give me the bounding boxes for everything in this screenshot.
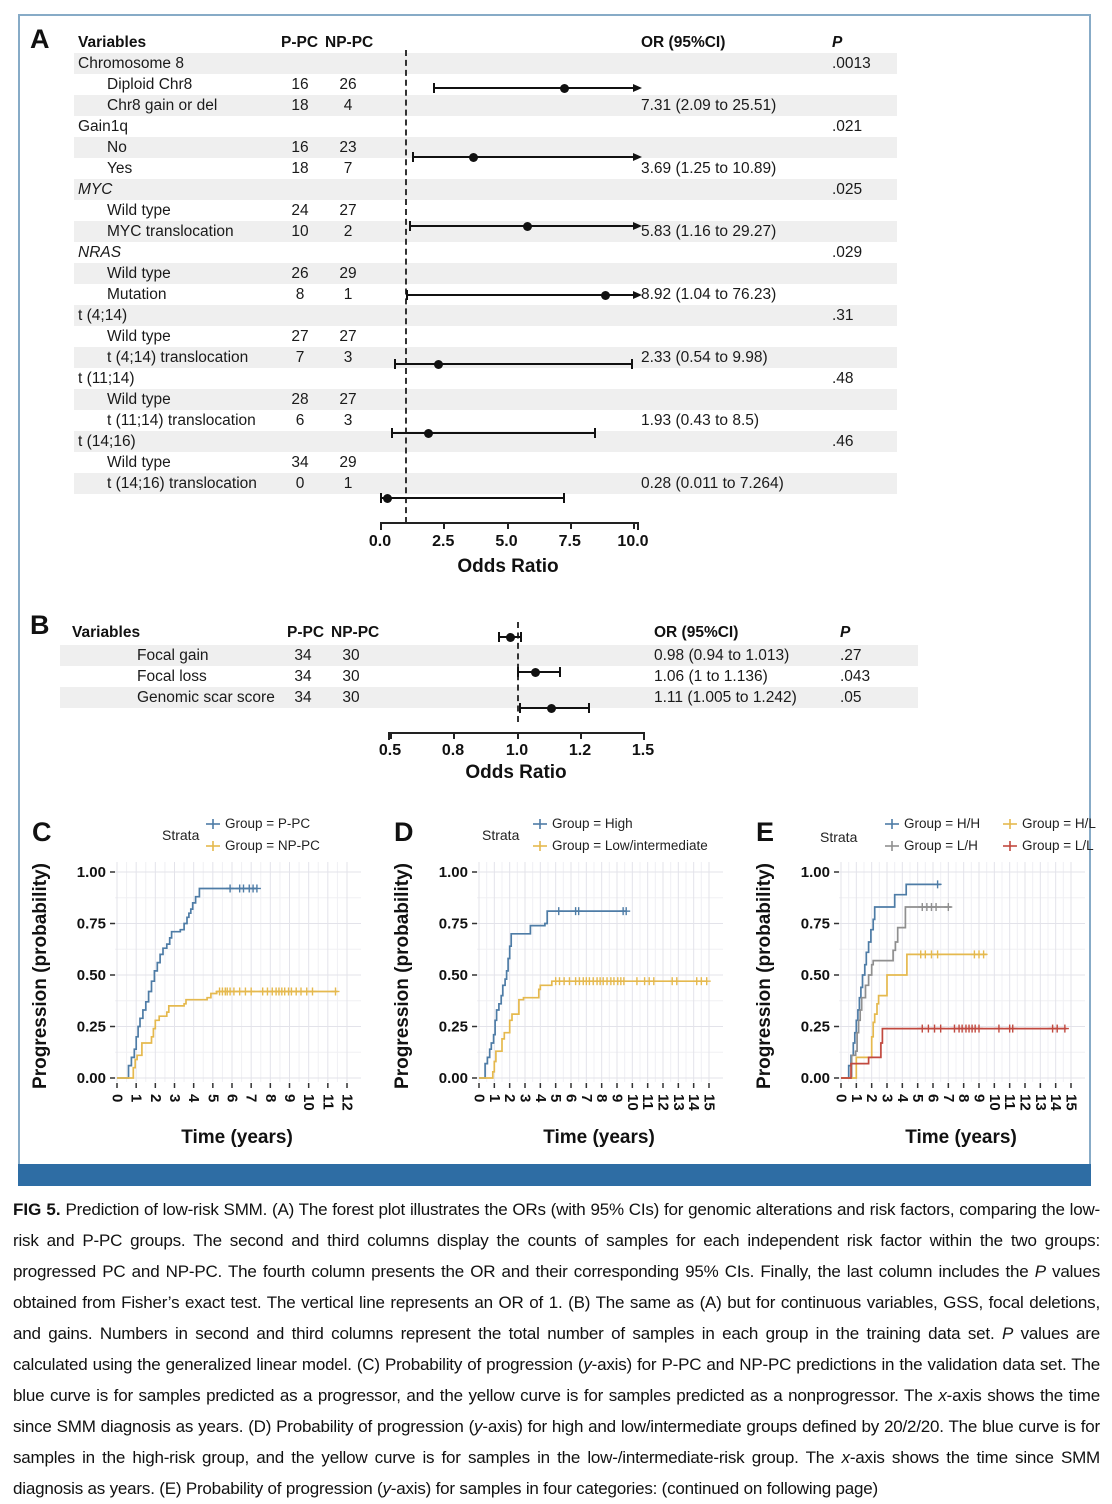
x-tick-label: 14 [1047, 1094, 1065, 1111]
row-label: t (14;16) translocation [107, 475, 257, 492]
axis-tick [380, 522, 382, 529]
legend-entry: Group = P-PC [225, 816, 311, 831]
caption-text: -axis) for P-PC and NP-PC predictions in the validation data set. The blue curve is for samples predicted as a progressor, and the yellow curve is for samples predicted as a nonprogressor. The [13, 1355, 1100, 1405]
row-or-ci: 0.98 (0.94 to 1.013) [654, 647, 790, 664]
panel-a-col-nppc: NP-PC [325, 34, 374, 51]
panel-a-col-variables: Variables [78, 34, 147, 51]
x-tick-label: 13 [1031, 1094, 1049, 1111]
row-ppc-count: 10 [291, 223, 309, 240]
x-tick-label: 6 [223, 1094, 241, 1103]
km-plot [744, 805, 1106, 1165]
row-nppc-count: 1 [343, 475, 353, 492]
row-nppc-count: 26 [339, 76, 357, 93]
row-nppc-count: 4 [343, 97, 353, 114]
x-tick-label: 7 [577, 1094, 595, 1103]
row-ppc-count: 8 [295, 286, 305, 303]
legend-entry: Group = High [552, 816, 633, 831]
x-tick-label: 9 [608, 1094, 626, 1103]
x-axis-title: Time (years) [543, 1127, 655, 1148]
x-tick-label: 1 [485, 1094, 503, 1103]
ci-cap-right [594, 428, 596, 438]
figure-caption [13, 1194, 1100, 1504]
caption-text: y [583, 1355, 592, 1374]
row-label: MYC [78, 181, 113, 198]
table-row-stripe [74, 137, 897, 158]
row-label: Mutation [107, 286, 167, 303]
x-tick-label: 12 [338, 1094, 356, 1111]
y-tick-label: 0.75 [438, 915, 468, 933]
caption-text: P [1034, 1262, 1046, 1281]
x-tick-label: 0 [832, 1094, 850, 1103]
row-nppc-count: 1 [343, 286, 353, 303]
row-or-ci: 1.06 (1 to 1.136) [654, 668, 768, 685]
x-tick-label: 4 [185, 1094, 203, 1103]
x-tick-label: 0 [108, 1094, 126, 1103]
panel-b-col-nppc: NP-PC [331, 624, 380, 641]
row-ppc-count: 6 [295, 412, 305, 429]
ci-estimate-dot [601, 291, 610, 300]
ci-cap-left [517, 667, 519, 677]
row-nppc-count: 29 [339, 265, 357, 282]
x-tick-label: 10 [985, 1094, 1003, 1111]
x-tick-label: 11 [1001, 1094, 1019, 1110]
row-p-value: .029 [832, 244, 863, 261]
row-p-value: .48 [832, 370, 854, 387]
x-tick-label: 9 [281, 1094, 298, 1103]
ci-cap-left [519, 703, 521, 713]
row-label: t (11;14) [78, 370, 135, 387]
row-p-value: .0013 [832, 55, 871, 72]
x-tick-label: 8 [261, 1094, 279, 1103]
table-row-stripe [74, 431, 897, 452]
ci-line [391, 432, 595, 434]
row-label: No [107, 139, 127, 156]
row-nppc-count: 30 [342, 647, 360, 664]
row-label: MYC translocation [107, 223, 234, 240]
axis-tick [517, 732, 519, 739]
x-tick-label: 3 [878, 1094, 896, 1103]
table-row-stripe [74, 389, 897, 410]
panel-a-label: A [30, 24, 50, 54]
row-ppc-count: 34 [294, 668, 312, 685]
row-ppc-count: 18 [291, 160, 309, 177]
y-tick-label: 0.50 [438, 967, 468, 984]
ci-estimate-dot [383, 494, 392, 503]
y-tick-label: 0.50 [800, 967, 830, 984]
row-label: Wild type [107, 391, 171, 408]
panel-a-col-ppc: P-PC [281, 34, 319, 51]
row-p-value: .043 [840, 668, 871, 685]
axis-tick [643, 732, 645, 739]
y-tick-label: 0.00 [800, 1070, 830, 1087]
table-row-stripe [74, 179, 897, 200]
row-ppc-count: 0 [295, 475, 305, 492]
ci-cap-left [409, 221, 411, 231]
row-ppc-count: 7 [295, 349, 305, 366]
row-ppc-count: 16 [291, 139, 309, 156]
axis-tick [443, 522, 445, 529]
axis-tick-label: 1.0 [505, 742, 529, 759]
ci-line [380, 497, 564, 499]
panel-b-col-or: OR (95%CI) [654, 624, 739, 641]
x-tick-label: 12 [654, 1094, 672, 1111]
caption-text: -axis) for high and low/intermediate groups defined by 20/2/20. The blue curve is for samples in the high-risk group, and the yellow curve is for samples in the low-/intermediate-risk group. The [13, 1417, 1100, 1467]
x-tick-label: 2 [146, 1094, 164, 1103]
ci-line [433, 87, 633, 89]
x-tick-label: 2 [501, 1094, 519, 1103]
y-tick-label: 1.00 [438, 864, 468, 881]
table-row-stripe [74, 305, 897, 326]
caption-figure-number: FIG 5. [13, 1200, 61, 1219]
km-curve [117, 889, 257, 1079]
ci-arrowhead [633, 153, 642, 161]
ci-estimate-dot [434, 360, 443, 369]
row-label: t (4;14) [78, 307, 128, 324]
legend-title: Strata [482, 827, 520, 843]
row-label: Focal loss [137, 668, 207, 685]
row-or-ci: 7.31 (2.09 to 25.51) [641, 97, 777, 114]
row-nppc-count: 30 [342, 668, 360, 685]
axis-tick [570, 522, 572, 529]
axis-tick [633, 522, 635, 529]
y-tick-label: 0.00 [438, 1070, 468, 1087]
row-or-ci: 1.11 (1.005 to 1.242) [654, 689, 797, 706]
row-nppc-count: 3 [343, 349, 353, 366]
panel-b-col-p: P [840, 624, 851, 641]
x-tick-label: 12 [1016, 1094, 1034, 1111]
row-p-value: .46 [832, 433, 854, 450]
caption-text: -axis shows the time since SMM diagnosis as years. (E) Probability of progression ( [13, 1448, 1101, 1498]
table-row-stripe [74, 263, 897, 284]
axis-tick [453, 732, 455, 739]
ci-estimate-dot [547, 704, 556, 713]
legend-title: Strata [162, 827, 200, 843]
ci-arrowhead [633, 291, 642, 299]
row-nppc-count: 3 [343, 412, 353, 429]
km-curve [841, 954, 987, 1078]
row-or-ci: 2.33 (0.54 to 9.98) [641, 349, 768, 366]
row-label: Chromosome 8 [78, 55, 184, 72]
row-label: t (11;14) translocation [107, 412, 256, 429]
axis-tick-label: 0.5 [378, 742, 402, 759]
panel-b-label: B [30, 610, 50, 640]
y-tick-label: 0.75 [76, 915, 106, 933]
row-label: Yes [107, 160, 133, 177]
km-plot [20, 805, 382, 1165]
legend-entry: Group = Low/intermediate [552, 838, 708, 853]
x-tick-label: 2 [863, 1094, 881, 1103]
x-tick-label: 14 [685, 1094, 703, 1111]
ci-cap-right [520, 632, 522, 642]
caption-text: x [938, 1386, 947, 1405]
row-label: Focal gain [137, 647, 209, 664]
axis-tick-label: 0.0 [368, 533, 392, 550]
panel-a-col-p: P [832, 34, 843, 51]
row-label: Genomic scar score [137, 689, 275, 706]
axis-tick-label: 2.5 [432, 533, 455, 550]
caption-text: P [1001, 1324, 1014, 1343]
x-tick-label: 9 [970, 1094, 988, 1103]
x-tick-label: 8 [955, 1094, 973, 1103]
panel-d-label: D [394, 817, 414, 847]
y-tick-label: 0.00 [76, 1070, 106, 1087]
x-tick-label: 3 [166, 1094, 183, 1103]
row-label: t (14;16) [78, 433, 136, 450]
ci-estimate-dot [469, 153, 478, 162]
x-tick-label: 0 [470, 1094, 488, 1103]
row-nppc-count: 23 [339, 139, 357, 156]
axis-tick-label: 5.0 [495, 533, 518, 550]
axis-tick-label: 10.0 [617, 533, 649, 550]
axis-line [380, 522, 637, 524]
y-tick-label: 0.25 [800, 1018, 830, 1036]
row-nppc-count: 2 [343, 223, 353, 240]
row-nppc-count: 29 [339, 454, 357, 471]
x-tick-label: 11 [639, 1094, 657, 1110]
row-ppc-count: 27 [291, 328, 309, 345]
x-tick-label: 10 [623, 1094, 641, 1111]
ci-estimate-dot [560, 84, 569, 93]
caption-text: -axis shows the time since SMM diagnosis as years. (D) Probability of progression ( [13, 1386, 1100, 1436]
axis-tick-label: 0.8 [441, 742, 465, 759]
ci-cap-right [588, 703, 590, 713]
y-tick-label: 0.25 [438, 1018, 468, 1036]
row-p-value: .025 [832, 181, 863, 198]
y-tick-label: 1.00 [76, 864, 106, 881]
row-ppc-count: 34 [291, 454, 309, 471]
y-tick-label: 0.25 [76, 1018, 106, 1036]
row-label: Diploid Chr8 [107, 76, 193, 93]
km-panel-c [20, 805, 382, 1165]
x-axis-title: Time (years) [905, 1127, 1017, 1148]
figure-bottom-bar [18, 1164, 1091, 1186]
row-label: Gain1q [78, 118, 128, 135]
x-tick-label: 1 [847, 1094, 865, 1103]
panel-b-col-ppc: P-PC [287, 624, 325, 641]
axis-tick-label: 1.5 [631, 742, 655, 759]
ci-line [412, 156, 633, 158]
ci-cap-right [559, 667, 561, 677]
reference-line [405, 50, 407, 523]
row-label: Wild type [107, 328, 171, 345]
row-label: Wild type [107, 202, 171, 219]
axis-title: Odds Ratio [465, 762, 567, 783]
legend-entry: Group = L/H [904, 838, 978, 853]
ci-estimate-dot [531, 668, 540, 677]
ci-estimate-dot [523, 222, 532, 231]
row-ppc-count: 24 [291, 202, 309, 219]
x-tick-label: 7 [242, 1094, 260, 1103]
row-ppc-count: 16 [291, 76, 309, 93]
x-tick-label: 8 [593, 1094, 611, 1103]
panel-b-col-variables: Variables [72, 624, 141, 641]
ci-cap-left [391, 428, 393, 438]
caption-text: Prediction of low-risk SMM. (A) The forest plot illustrates the ORs (with 95% CIs) for genomic alterations and risk factors, comparing the low-risk and P-PC groups. The second and third columns display the counts of samples for each independent risk factor within the two groups: progressed PC and NP-PC. The fourth column presents the OR and their corresponding 95% CIs. Finally, the last column includes the [13, 1200, 1100, 1281]
legend-entry: Group = L/L [1022, 838, 1094, 853]
row-label: t (4;14) translocation [107, 349, 249, 366]
x-axis-title: Time (years) [181, 1127, 293, 1148]
row-ppc-count: 34 [294, 647, 312, 664]
km-panel-d [382, 805, 744, 1165]
row-or-ci: 1.93 (0.43 to 8.5) [641, 412, 760, 429]
x-tick-label: 10 [300, 1094, 318, 1111]
x-tick-label: 5 [547, 1094, 565, 1103]
row-ppc-count: 28 [291, 391, 309, 408]
x-tick-label: 15 [1062, 1094, 1080, 1111]
ci-estimate-dot [506, 633, 515, 642]
ci-cap-left [380, 493, 382, 503]
row-p-value: .05 [840, 689, 862, 706]
panel-c-label: C [32, 817, 52, 847]
km-panel-e [744, 805, 1106, 1165]
y-axis-title: Progression (probability) [30, 863, 51, 1089]
row-or-ci: 8.92 (1.04 to 76.23) [641, 286, 777, 303]
ci-cap-left [406, 290, 408, 300]
row-p-value: .31 [832, 307, 854, 324]
row-or-ci: 5.83 (1.16 to 29.27) [641, 223, 777, 240]
ci-cap-left [498, 632, 500, 642]
km-curve [479, 981, 708, 1078]
ci-cap-right [631, 359, 633, 369]
panel-e-label: E [756, 817, 775, 847]
axis-endcap [637, 522, 639, 530]
panel-a-col-or: OR (95%CI) [641, 34, 726, 51]
caption-text: -axis) for samples in four categories: (continued on following page) [390, 1479, 878, 1498]
axis-title: Odds Ratio [457, 556, 559, 577]
axis-tick-label: 7.5 [558, 533, 581, 550]
row-ppc-count: 18 [291, 97, 309, 114]
ci-estimate-dot [424, 429, 433, 438]
row-ppc-count: 34 [294, 689, 312, 706]
ci-line [394, 363, 633, 365]
y-axis-title: Progression (probability) [392, 863, 413, 1089]
legend-entry: Group = H/L [1022, 816, 1096, 831]
x-tick-label: 4 [531, 1094, 549, 1103]
row-label: Chr8 gain or del [107, 97, 218, 114]
row-label: Wild type [107, 265, 171, 282]
legend-entry: Group = H/H [904, 816, 981, 831]
x-tick-label: 7 [939, 1094, 957, 1103]
row-nppc-count: 7 [343, 160, 353, 177]
row-ppc-count: 26 [291, 265, 309, 282]
row-p-value: .27 [840, 647, 862, 664]
x-tick-label: 6 [924, 1094, 942, 1103]
axis-tick [390, 732, 392, 739]
caption-text: x [841, 1448, 850, 1467]
caption-text: values obtained from Fisher’s exact test. The vertical line represents an OR of 1. (B) The same as (A) but for continuous variables, GSS, focal deletions, and gains. Numbers in second and third columns represent the total number of samples in each group in the training data set. [13, 1262, 1100, 1343]
axis-tick [507, 522, 509, 529]
ci-line [409, 225, 633, 227]
table-row-stripe [74, 53, 897, 74]
ci-cap-left [433, 83, 435, 93]
ci-cap-left [394, 359, 396, 369]
row-nppc-count: 27 [339, 328, 357, 345]
row-or-ci: 0.28 (0.011 to 7.264) [641, 475, 784, 492]
ci-cap-left [412, 152, 414, 162]
y-tick-label: 0.75 [800, 915, 830, 933]
x-tick-label: 3 [516, 1094, 534, 1103]
x-tick-label: 1 [127, 1094, 145, 1103]
x-tick-label: 11 [319, 1094, 337, 1110]
y-tick-label: 1.00 [800, 864, 830, 881]
row-nppc-count: 30 [342, 689, 360, 706]
x-tick-label: 6 [562, 1094, 580, 1103]
ci-cap-right [563, 493, 565, 503]
km-curve [117, 992, 337, 1079]
axis-tick-label: 1.2 [568, 742, 592, 759]
x-tick-label: 4 [893, 1094, 911, 1103]
km-plot [382, 805, 744, 1165]
x-tick-label: 13 [669, 1094, 687, 1111]
row-or-ci: 3.69 (1.25 to 10.89) [641, 160, 777, 177]
row-label: NRAS [78, 244, 122, 261]
legend-title: Strata [820, 829, 858, 845]
km-curve [479, 911, 626, 1078]
caption-text: y [382, 1479, 391, 1498]
y-tick-label: 0.50 [76, 967, 106, 984]
row-p-value: .021 [832, 118, 863, 135]
caption-text: y [474, 1417, 483, 1436]
axis-tick [580, 732, 582, 739]
caption-text: values are calculated using the generalized linear model. (C) Probability of progression ( [13, 1324, 1100, 1374]
y-axis-title: Progression (probability) [754, 863, 775, 1089]
row-label: Wild type [107, 454, 171, 471]
row-nppc-count: 27 [339, 391, 357, 408]
x-tick-label: 15 [700, 1094, 718, 1111]
row-nppc-count: 27 [339, 202, 357, 219]
ci-arrowhead [633, 84, 642, 92]
x-tick-label: 5 [204, 1094, 222, 1103]
ci-line [406, 294, 633, 296]
x-tick-label: 5 [909, 1094, 927, 1103]
legend-entry: Group = NP-PC [225, 838, 320, 853]
ci-arrowhead [633, 222, 642, 230]
